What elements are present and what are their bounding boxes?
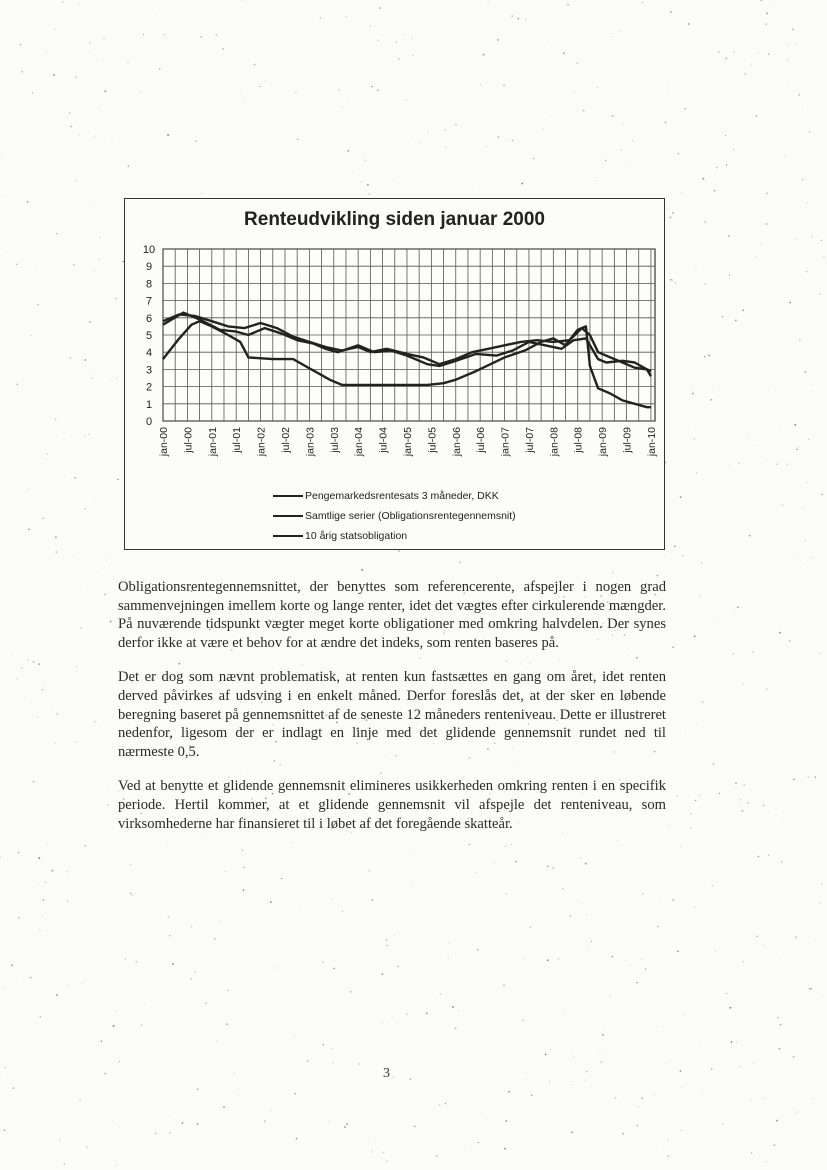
- x-tick-label: jan-03: [304, 427, 317, 457]
- x-tick-label: jul-04: [377, 427, 390, 453]
- legend-label: Samtlige serier (Obligationsrentegennemsnit): [305, 510, 516, 522]
- y-tick-label: 8: [145, 278, 153, 291]
- y-tick-label: 1: [145, 398, 153, 411]
- y-tick-label: 9: [145, 261, 153, 274]
- x-tick-label: jan-10: [645, 427, 658, 457]
- chart-legend: [273, 486, 516, 546]
- x-tick-label: jul-03: [328, 427, 341, 453]
- legend-item: [273, 486, 516, 506]
- y-tick-label: 7: [145, 295, 153, 308]
- y-tick-label: 10: [142, 244, 156, 256]
- x-tick-label: jan-08: [548, 427, 561, 457]
- paragraph: Obligationsrentegennemsnittet, der benyttes som referencerente, afspejler i nogen grad sammenvejningen imellem korte og lange renter, idet det vægtes efter cirkulerende mængder. På nuværende tidspunkt vægter meget korte obligationer med omkring halvdelen. Der synes derfor ikke at være et behov for at ændre det indeks, som renten baseres på.: [118, 579, 666, 651]
- chart-container: [124, 198, 665, 550]
- legend-line-icon: [273, 535, 303, 538]
- x-tick-label: jan-01: [206, 427, 219, 457]
- x-tick-label: jul-08: [572, 427, 585, 453]
- x-tick-label: jul-05: [426, 427, 439, 453]
- x-tick-label: jan-05: [401, 427, 414, 457]
- y-tick-label: 4: [145, 347, 153, 360]
- x-tick-label: jan-09: [597, 427, 610, 457]
- y-tick-label: 5: [145, 330, 153, 342]
- x-tick-label: jan-00: [158, 427, 170, 457]
- x-tick-label: jan-07: [499, 427, 512, 457]
- x-tick-label: jan-04: [353, 427, 366, 457]
- paragraph: Ved at benytte et glidende gennemsnit elimineres usikkerheden omkring renten i en specifik periode. Hertil kommer, at et glidende gennemsnit vil afspejle det renteniveau, som virksomhederne har finansieret til i løbet af det foregående skatteår.: [118, 778, 666, 832]
- x-tick-label: jul-07: [523, 427, 536, 453]
- x-tick-label: jul-00: [182, 427, 195, 453]
- x-tick-label: jul-09: [621, 427, 634, 453]
- chart-title: Renteudvikling siden januar 2000: [244, 209, 545, 230]
- paragraph: Det er dog som nævnt problematisk, at renten kun fastsættes en gang om året, idet renten derved påvirkes af udsving i en enkelt måned. Derfor foreslås det, at der sker en løbende beregning baseret på gennemsnittet af de seneste 12 måneders renteniveau. Dette er illustreret nedenfor, ligesom der er indlagt en linje med det glidende gennemsnit rundet ned til nærmeste 0,5.: [118, 669, 666, 760]
- y-tick-label: 2: [145, 381, 153, 394]
- legend-label: 10 årig statsobligation: [305, 530, 408, 542]
- body-text: [118, 578, 666, 849]
- legend-line-icon: [273, 495, 303, 498]
- page-number: 3: [383, 1066, 390, 1081]
- legend-item: [273, 526, 516, 546]
- legend-item: [273, 506, 516, 526]
- legend-line-icon: [273, 515, 303, 518]
- y-tick-label: 0: [145, 416, 153, 428]
- y-tick-label: 3: [145, 364, 153, 377]
- x-tick-label: jul-01: [231, 427, 244, 453]
- x-tick-label: jan-06: [450, 427, 463, 457]
- y-tick-label: 6: [145, 312, 153, 325]
- x-tick-label: jan-02: [255, 427, 268, 457]
- legend-label: Pengemarkedsrentesats 3 måneder, DKK: [305, 490, 499, 502]
- x-tick-label: jul-06: [475, 427, 488, 453]
- x-tick-label: jul-02: [279, 427, 292, 453]
